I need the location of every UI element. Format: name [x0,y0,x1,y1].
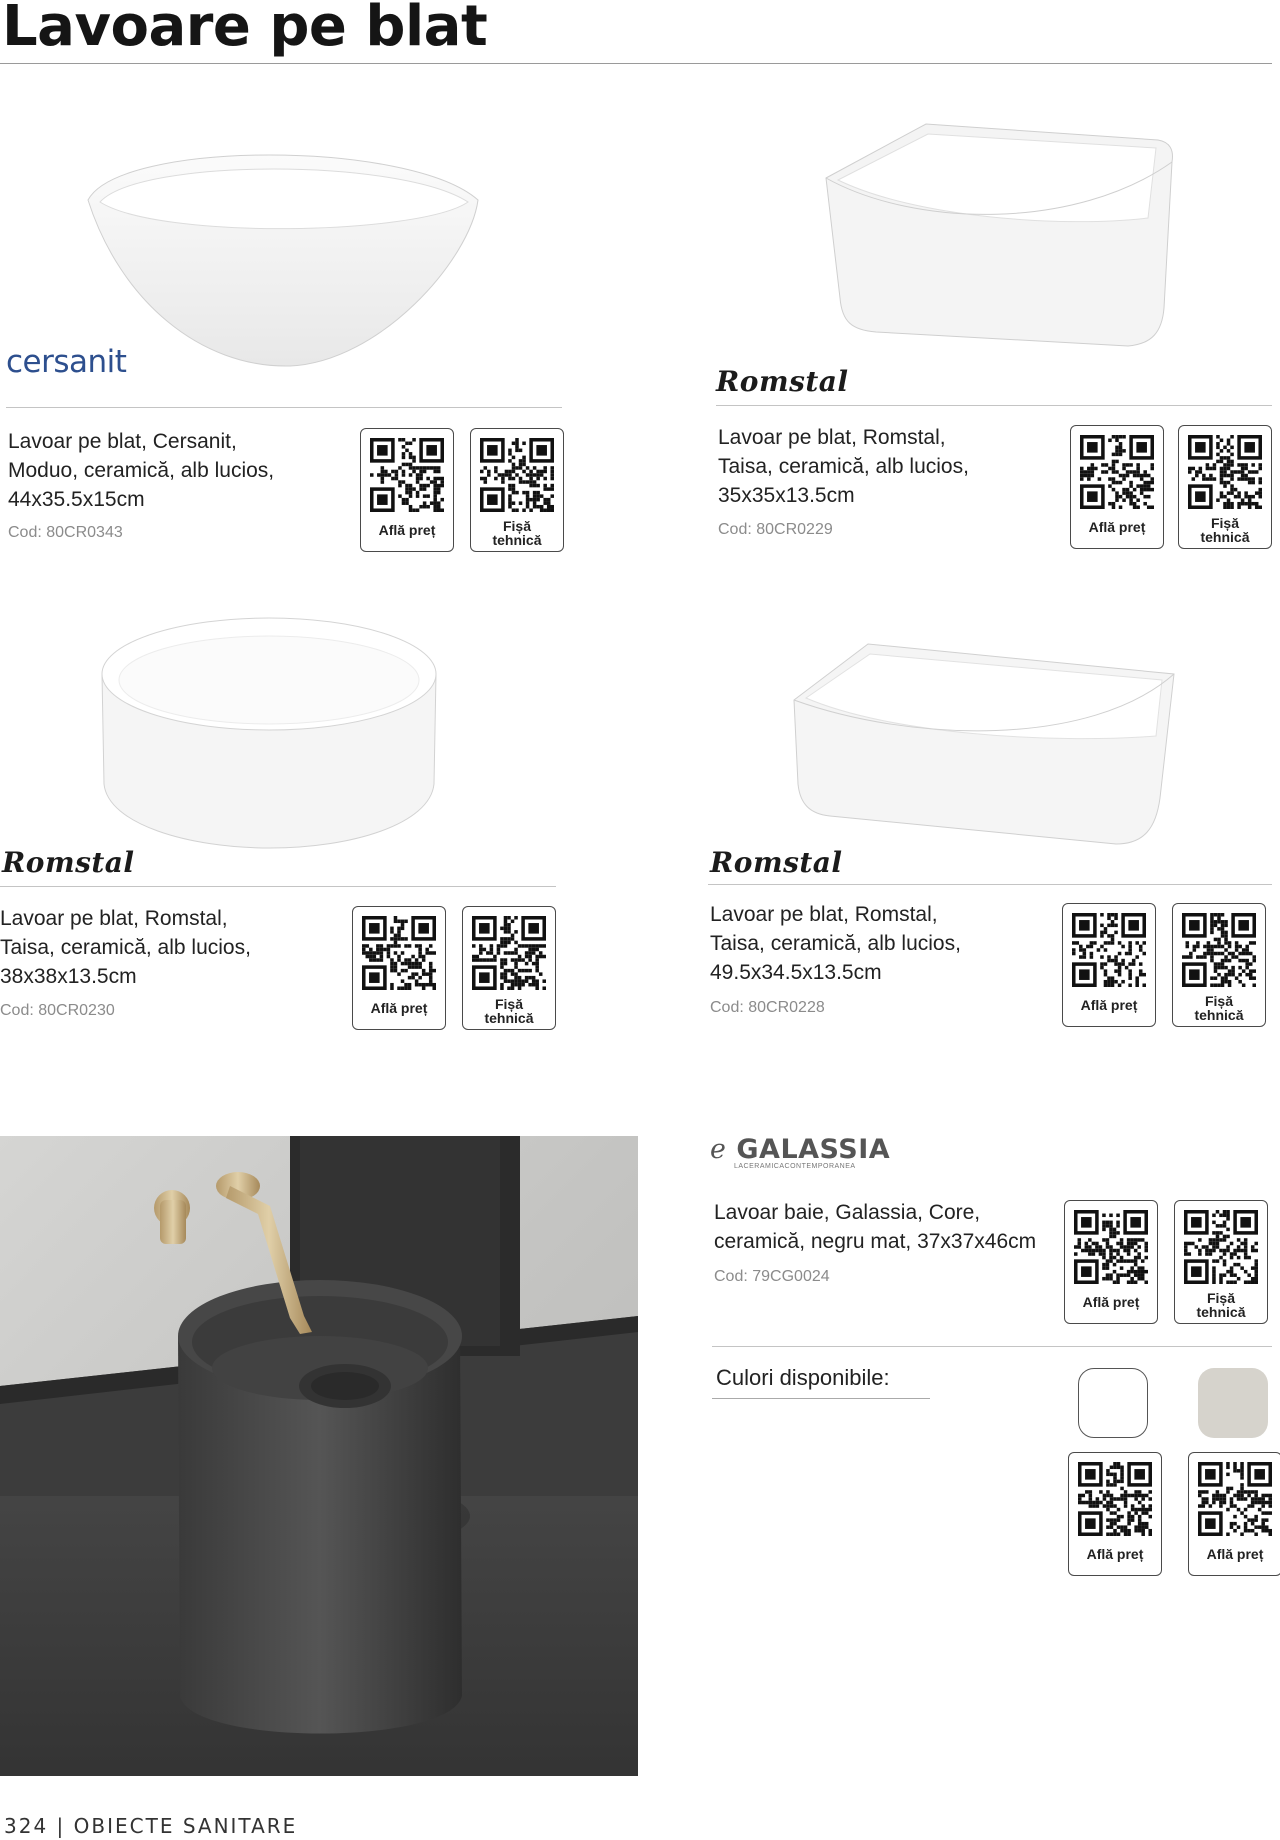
product-description [718,423,1058,510]
price-label: Află preț [370,1000,428,1016]
description-line: 49.5x34.5x13.5cm [710,961,882,984]
available-colors-label: Culori disponibile: [716,1365,890,1390]
tech-sheet-label [1175,1291,1267,1319]
square-sink-image [816,118,1178,358]
oval-sink-image [80,140,486,370]
tech-sheet-line: Fișă [1210,515,1239,531]
price-label: Află preț [1086,1546,1144,1562]
tech-sheet-line: tehnică [484,1010,534,1026]
qr-code-icon [1188,435,1262,509]
divider [716,405,1272,406]
tech-sheet-qr-button[interactable] [470,428,564,552]
description-line: Lavoar pe blat, Romstal, [0,907,228,930]
qr-code-icon [1182,913,1256,987]
tech-sheet-label [471,519,563,547]
product-code: Cod: 80CR0229 [718,521,833,538]
product-code: Cod: 80CR0343 [8,524,123,541]
brand-logo-romstal: Romstal [716,365,849,398]
product-code: Cod: 79CG0024 [714,1268,830,1285]
tech-sheet-qr-button[interactable] [1178,425,1272,549]
galassia-sink-photo [0,1136,638,1776]
tech-sheet-label [463,997,555,1025]
qr-code-icon [480,438,554,512]
tech-sheet-qr-button[interactable] [1174,1200,1268,1324]
tech-sheet-qr-button[interactable] [1172,903,1266,1027]
rectangular-sink-image [790,638,1178,848]
tech-sheet-label [1173,994,1265,1022]
description-line: 38x38x13.5cm [0,965,137,988]
price-qr-button[interactable] [1064,1200,1158,1324]
galassia-name: GALASSIA [736,1134,891,1165]
product-description [714,1198,1074,1256]
description-line: 44x35.5x15cm [8,488,145,511]
tech-sheet-line: Fișă [502,518,531,534]
tech-sheet-line: tehnică [1200,529,1250,545]
divider [708,884,1272,885]
brand-logo-romstal: Romstal [710,846,843,879]
price-qr-button[interactable] [360,428,454,552]
description-line: Taisa, ceramică, alb lucios, [710,932,961,955]
title-divider [0,63,1272,64]
qr-code-icon [1184,1210,1258,1284]
price-label: Află preț [1088,519,1146,535]
section-name: OBIECTE SANITARE [73,1814,298,1838]
product-description [0,904,340,991]
product-code: Cod: 80CR0228 [710,999,825,1016]
galassia-wordmark [710,1134,890,1165]
price-label: Află preț [378,522,436,538]
description-line: ceramică, negru mat, 37x37x46cm [714,1230,1037,1253]
price-label: Află preț [1206,1546,1264,1562]
tech-sheet-qr-button[interactable] [462,906,556,1030]
round-sink-image [98,614,440,850]
tech-sheet-line: Fișă [1204,993,1233,1009]
tech-sheet-line: Fișă [1206,1290,1235,1306]
brand-logo-romstal: Romstal [2,846,135,879]
page-title: Lavoare pe blat [2,0,488,59]
qr-code-icon [1080,435,1154,509]
tech-sheet-line: tehnică [492,532,542,548]
description-line: Taisa, ceramică, alb lucios, [718,455,969,478]
price-qr-button[interactable] [1062,903,1156,1027]
qr-code-icon [1198,1462,1272,1536]
page-footer [4,1814,297,1838]
description-line: Taisa, ceramică, alb lucios, [0,936,251,959]
divider [6,407,562,408]
footer-separator: | [48,1814,74,1838]
qr-code-icon [1078,1462,1152,1536]
tech-sheet-line: tehnică [1194,1007,1244,1023]
qr-code-icon [472,916,546,990]
product-description [8,427,348,514]
qr-code-icon [1074,1210,1148,1284]
divider [712,1346,1272,1347]
brand-logo-galassia [710,1134,890,1170]
brand-logo-cersanit: cersanit [6,344,127,380]
description-line: Lavoar baie, Galassia, Core, [714,1201,981,1224]
price-qr-button[interactable] [352,906,446,1030]
price-qr-button[interactable] [1068,1452,1162,1576]
price-label: Află preț [1082,1294,1140,1310]
qr-code-icon [362,916,436,990]
product-code: Cod: 80CR0230 [0,1002,115,1019]
description-line: 35x35x13.5cm [718,484,855,507]
price-qr-button[interactable] [1070,425,1164,549]
divider [0,886,556,887]
description-line: Lavoar pe blat, Cersanit, [8,430,237,453]
price-label: Află preț [1080,997,1138,1013]
description-line: Moduo, ceramică, alb lucios, [8,459,275,482]
qr-code-icon [1072,913,1146,987]
tech-sheet-line: tehnică [1196,1304,1246,1320]
tech-sheet-label [1179,516,1271,544]
description-line: Lavoar pe blat, Romstal, [710,903,938,926]
product-description [710,900,1050,987]
divider [712,1398,930,1399]
qr-code-icon [370,438,444,512]
tech-sheet-line: Fișă [494,996,523,1012]
galassia-swirl-icon: ℯ [710,1134,727,1165]
color-swatch-grey[interactable] [1198,1368,1268,1438]
description-line: Lavoar pe blat, Romstal, [718,426,946,449]
price-qr-button[interactable] [1188,1452,1280,1576]
color-swatch-white[interactable] [1078,1368,1148,1438]
galassia-tagline: LACERAMICACONTEMPORANEA [734,1163,856,1170]
page-number: 324 [4,1814,49,1838]
